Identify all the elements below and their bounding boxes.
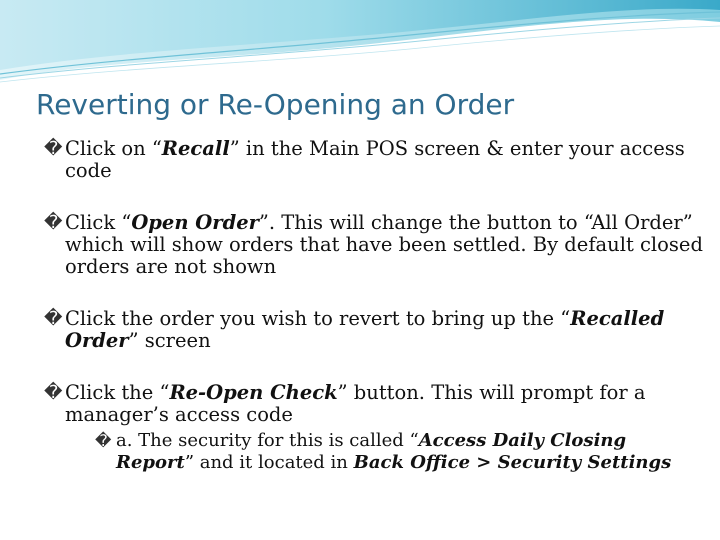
bullet-reopen-check	[44, 382, 704, 426]
bullet-text: ”. This will change the button to “All Order” which will show orders that have been settled. By default closed orders are not shown	[65, 211, 703, 278]
sub-bullet-text: ” and it located in	[184, 452, 354, 473]
bullet-text: Click the “	[65, 381, 170, 404]
slide-title: Reverting or Re-Opening an Order	[36, 88, 515, 121]
bullet-text: ” button. This will prompt for a manager’s access code	[65, 381, 646, 426]
bullet-marker-icon: �	[44, 308, 63, 329]
bullet-marker-icon: �	[44, 382, 63, 403]
bullet-emphasis: Recall	[161, 137, 230, 160]
bullet-open-order	[44, 212, 704, 278]
bullet-marker-icon: �	[44, 212, 63, 233]
sub-bullet-security	[95, 430, 704, 474]
bullet-list	[44, 138, 704, 474]
bullet-text: Click “	[65, 211, 132, 234]
bullet-marker-icon: �	[44, 138, 63, 159]
bullet-emphasis: Open Order	[131, 211, 259, 234]
sub-bullet-marker-icon: �	[95, 431, 112, 450]
bullet-emphasis: Re-Open Check	[169, 381, 338, 404]
sub-bullet-text: a. The security for this is called “	[116, 430, 419, 451]
bullet-recall	[44, 138, 704, 182]
bullet-text: ” screen	[128, 329, 211, 352]
bullet-emphasis: Recalled Order	[65, 307, 665, 352]
sub-bullet-emphasis: Back Office > Security Settings	[353, 452, 672, 473]
bullet-text: Click the order you wish to revert to bring up the “	[65, 307, 571, 330]
header-wave-decoration	[0, 0, 720, 90]
bullet-recalled-order	[44, 308, 704, 352]
bullet-text: Click on “	[65, 137, 162, 160]
bullet-text: ” in the Main POS screen & enter your access code	[65, 137, 685, 182]
sub-bullet-emphasis: Access Daily Closing Report	[116, 430, 627, 473]
